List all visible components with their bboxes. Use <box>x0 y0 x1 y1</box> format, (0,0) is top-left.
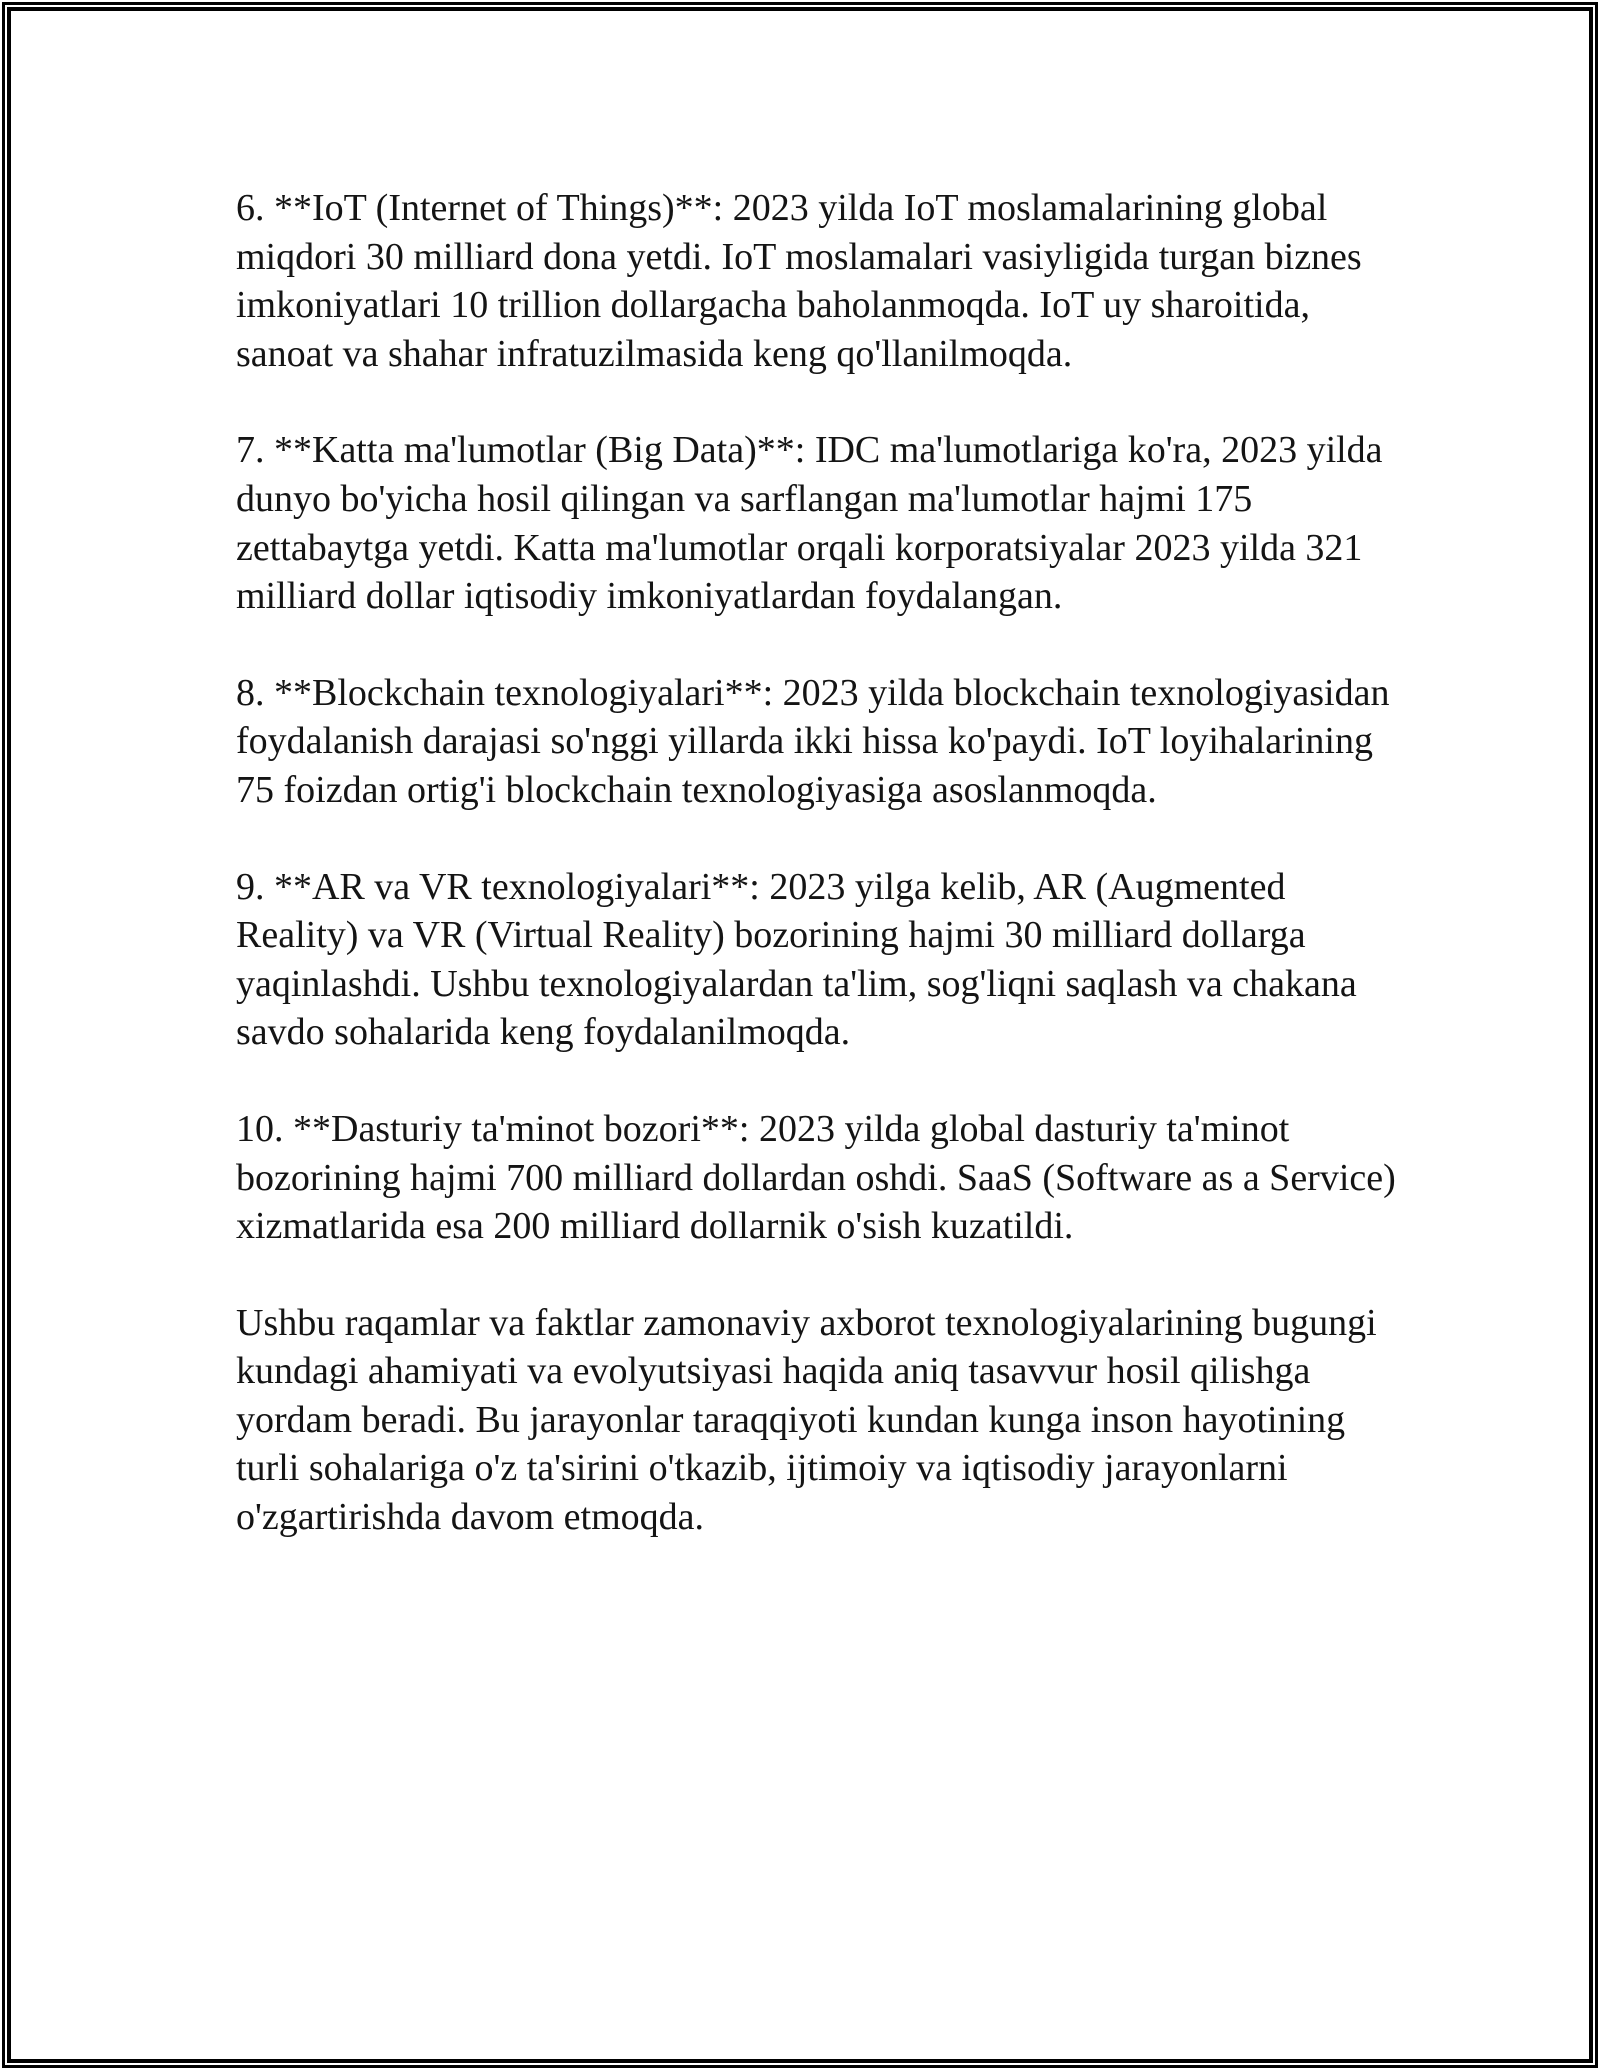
paragraph-iot <box>236 184 1426 378</box>
text-line: dunyo bo'yicha hosil qilingan va sarflangan ma'lumotlar hajmi 175 <box>236 477 1253 520</box>
document-body-text <box>236 184 1426 1590</box>
text-line: kundagi ahamiyati va evolyutsiyasi haqida aniq tasavvur hosil qilishga <box>236 1350 1311 1393</box>
text-line: savdo sohalarida keng foydalanilmoqda. <box>236 1011 851 1054</box>
text-line: milliard dollar iqtisodiy imkoniyatlardan foydalangan. <box>236 575 1063 618</box>
text-line: foydalanish darajasi so'nggi yillarda ikki hissa ko'paydi. IoT loyihalarining <box>236 720 1373 763</box>
text-line: 10. **Dasturiy ta'minot bozori**: 2023 yilda global dasturiy ta'minot <box>236 1107 1290 1150</box>
text-line: 6. **IoT (Internet of Things)**: 2023 yilda IoT moslamalarining global <box>236 187 1328 229</box>
text-line: bozorining hajmi 700 milliard dollardan oshdi. SaaS (Software as a Service) <box>236 1156 1396 1199</box>
paragraph-ar-vr <box>236 863 1426 1057</box>
text-line: 7. **Katta ma'lumotlar (Big Data)**: IDC ma'lumotlariga ko'ra, 2023 yilda <box>236 429 1383 472</box>
paragraph-software-market <box>236 1105 1426 1251</box>
text-line: imkoniyatlari 10 trillion dollargacha baholanmoqda. IoT uy sharoitida, <box>236 284 1310 327</box>
text-line: 8. **Blockchain texnologiyalari**: 2023 yilda blockchain texnologiyasidan <box>236 671 1390 714</box>
text-line: xizmatlarida esa 200 milliard dollarnik o'sish kuzatildi. <box>236 1205 1074 1248</box>
text-line: zettabaytga yetdi. Katta ma'lumotlar orqali korporatsiyalar 2023 yilda 321 <box>236 526 1363 569</box>
text-line: yaqinlashdi. Ushbu texnologiyalardan ta'lim, sog'liqni saqlash va chakana <box>236 962 1357 1005</box>
text-line: yordam beradi. Bu jarayonlar taraqqiyoti kundan kunga inson hayotining <box>236 1398 1346 1441</box>
paragraph-big-data <box>236 426 1426 620</box>
text-line: miqdori 30 milliard dona yetdi. IoT moslamalari vasiyligida turgan biznes <box>236 235 1362 278</box>
text-line: o'zgartirishda davom etmoqda. <box>236 1496 704 1539</box>
text-line: 9. **AR va VR texnologiyalari**: 2023 yilga kelib, AR (Augmented <box>236 865 1286 908</box>
text-line: Reality) va VR (Virtual Reality) bozorining hajmi 30 milliard dollarga <box>236 914 1306 957</box>
text-line: turli sohalariga o'z ta'sirini o'tkazib, ijtimoiy va iqtisodiy jarayonlarni <box>236 1447 1288 1490</box>
text-line: 75 foizdan ortig'i blockchain texnologiyasiga asoslanmoqda. <box>236 768 1157 811</box>
paragraph-blockchain <box>236 669 1426 815</box>
paragraph-conclusion <box>236 1299 1426 1542</box>
text-line: Ushbu raqamlar va faktlar zamonaviy axborot texnologiyalarining bugungi <box>236 1301 1377 1344</box>
text-line: sanoat va shahar infratuzilmasida keng qo'llanilmoqda. <box>236 332 1073 375</box>
